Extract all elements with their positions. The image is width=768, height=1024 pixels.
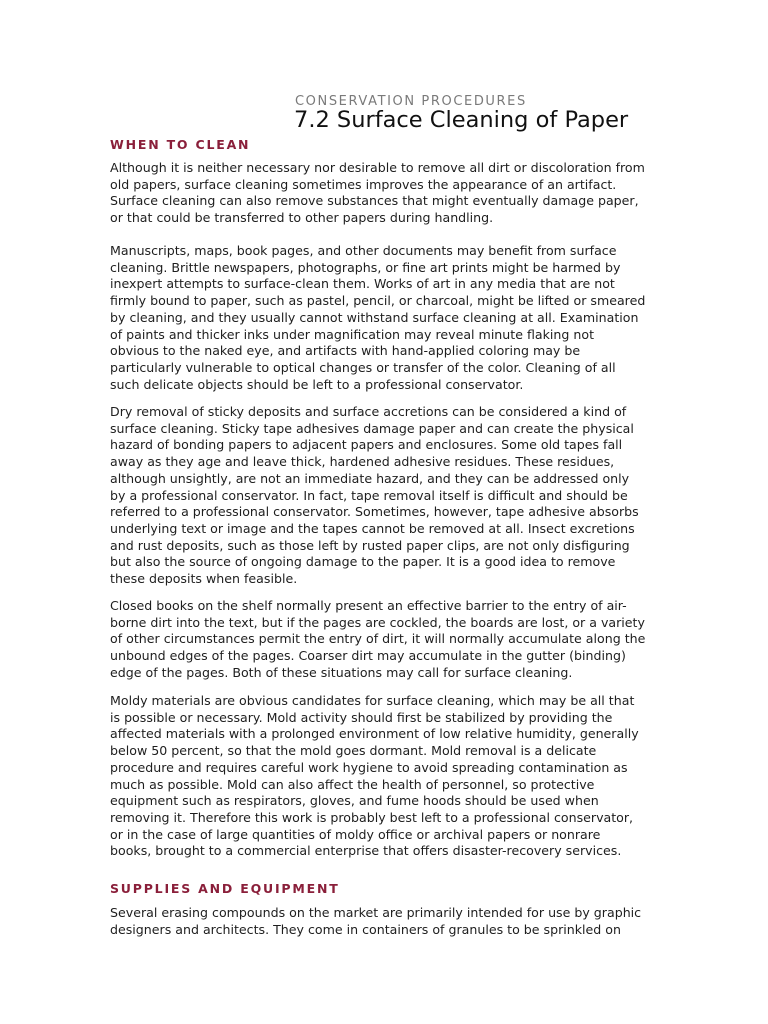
text-line: although unsightly, are not an immediate hazard, and they can be addressed only (110, 470, 630, 486)
paragraph (110, 598, 670, 682)
text-line: of paints and thicker inks under magnification may reveal minute flaking not (110, 326, 595, 342)
text-line: below 50 percent, so that the mold goes dormant. Mold removal is a delicate (110, 743, 597, 759)
text-line: firmly bound to paper, such as pastel, pencil, or charcoal, might be lifted or smeared (110, 293, 646, 309)
text-line: these deposits when feasible. (110, 571, 298, 587)
paragraph (110, 693, 670, 860)
page-title: 7.2 Surface Cleaning of Paper (294, 107, 629, 133)
text-line: or that could be transferred to other papers during handling. (110, 210, 494, 226)
text-line: by a professional conservator. In fact, tape removal itself is difficult and should be (110, 487, 628, 503)
text-line: obvious to the naked eye, and artifacts with hand-applied coloring may be (110, 343, 581, 359)
text-line: hazard of bonding papers to adjacent papers and enclosures. Some old tapes fall (110, 437, 623, 453)
text-line: Manuscripts, maps, book pages, and other documents may benefit from surface (110, 243, 617, 258)
section-heading-supplies-and-equipment: SUPPLIES AND EQUIPMENT (110, 881, 340, 896)
paragraph (110, 404, 670, 588)
text-line: much as possible. Mold can also affect the health of personnel, so protective (110, 776, 595, 792)
text-line: Moldy materials are obvious candidates for surface cleaning, which may be all that (110, 693, 635, 708)
text-line: but also the source of ongoing damage to the paper. It is a good idea to remove (110, 554, 616, 570)
section-heading-when-to-clean: WHEN TO CLEAN (110, 137, 251, 152)
text-line: such delicate objects should be left to a professional conservator. (110, 376, 524, 392)
text-line: Dry removal of sticky deposits and surface accretions can be considered a kind of (110, 404, 627, 419)
text-line: underlying text or image and the tapes cannot be removed at all. Insect excretions (110, 520, 635, 536)
paragraph (110, 243, 670, 393)
text-line: cleaning. Brittle newspapers, photographs, or fine art prints might be harmed by (110, 259, 621, 275)
text-line: affected materials with a prolonged environment of low relative humidity, generally (110, 726, 639, 742)
text-line: by cleaning, and they usually cannot withstand surface cleaning at all. Examination (110, 309, 639, 325)
text-line: Closed books on the shelf normally present an effective barrier to the entry of air- (110, 598, 627, 613)
text-line: procedure and requires careful work hygiene to avoid spreading contamination as (110, 759, 628, 775)
text-line: unbound edges of the pages. Coarser dirt may accumulate in the gutter (binding) (110, 648, 626, 664)
text-line: Surface cleaning can also remove substances that might eventually damage paper, (110, 193, 639, 209)
text-line: Several erasing compounds on the market are primarily intended for use by graphic (110, 905, 642, 920)
text-line: and rust deposits, such as those left by rusted paper clips, are not only disfiguring (110, 537, 630, 553)
text-line: referred to a professional conservator. Sometimes, however, tape adhesive absorbs (110, 504, 639, 520)
text-line: books, brought to a commercial enterprise that offers disaster-recovery services. (110, 843, 622, 859)
text-line: surface cleaning. Sticky tape adhesives damage paper and can create the physical (110, 420, 634, 436)
section-kicker: CONSERVATION PROCEDURES (295, 94, 527, 109)
text-line: of other circumstances permit the entry of dirt, it will normally accumulate along the (110, 631, 646, 647)
text-line: edge of the pages. Both of these situations may call for surface cleaning. (110, 664, 573, 680)
text-line: borne dirt into the text, but if the pages are cockled, the boards are lost, or a variety (110, 614, 645, 630)
paragraph (110, 905, 670, 938)
text-line: is possible or necessary. Mold activity should first be stabilized by providing the (110, 709, 613, 725)
text-line: away as they age and leave thick, hardened adhesive residues. These residues, (110, 454, 615, 470)
text-line: designers and architects. They come in containers of granules to be sprinkled on (110, 921, 621, 937)
text-line: equipment such as respirators, gloves, and fume hoods should be used when (110, 793, 599, 809)
text-line: old papers, surface cleaning sometimes improves the appearance of an artifact. (110, 176, 617, 192)
text-line: Although it is neither necessary nor desirable to remove all dirt or discoloration from (110, 160, 645, 175)
text-line: particularly vulnerable to optical changes or transfer of the color. Cleaning of all (110, 359, 616, 375)
paragraph (110, 160, 670, 227)
text-line: or in the case of large quantities of moldy office or archival papers or nonrare (110, 826, 601, 842)
text-line: inexpert attempts to surface-clean them. Works of art in any media that are not (110, 276, 615, 292)
text-line: removing it. Therefore this work is probably best left to a professional conservator, (110, 809, 634, 825)
